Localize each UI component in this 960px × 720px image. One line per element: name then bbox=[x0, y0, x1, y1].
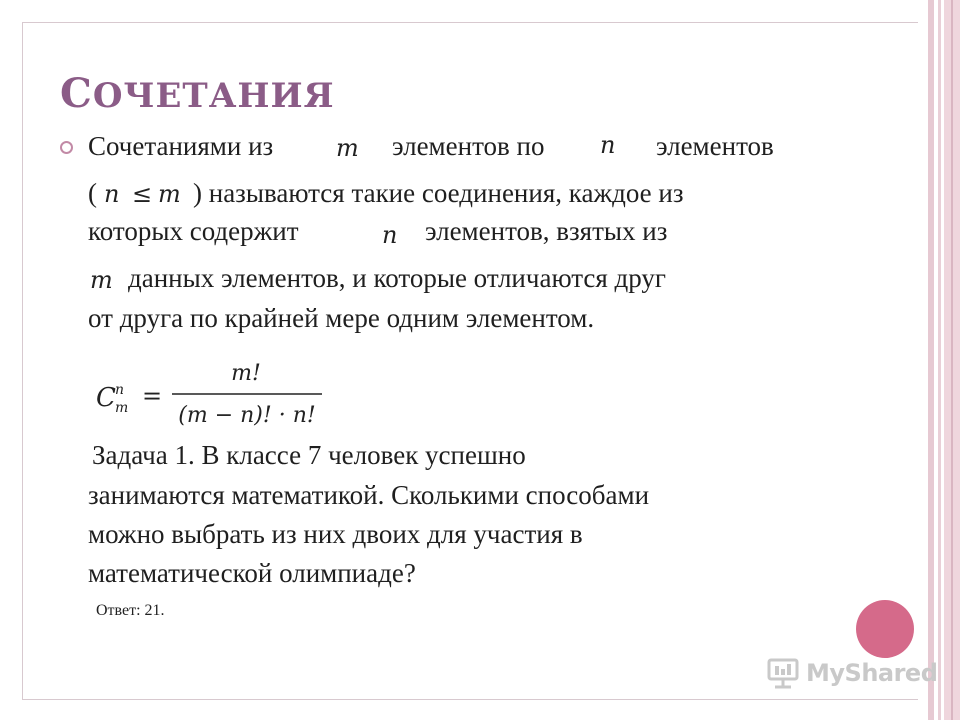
symbol-n: n bbox=[600, 131, 616, 159]
task-line-2: занимаются математикой. Сколькими способами bbox=[88, 480, 650, 510]
decor-circle bbox=[856, 600, 914, 658]
watermark-logo bbox=[766, 656, 937, 690]
symbol-m: m bbox=[90, 266, 113, 294]
combination-formula bbox=[96, 360, 336, 437]
symbol-n: n bbox=[104, 180, 120, 208]
formula-c: C bbox=[96, 383, 116, 413]
task-line-1: Задача 1. В классе 7 человек успешно bbox=[92, 440, 526, 470]
definition-line-5: от друга по крайней мере одним элементом. bbox=[88, 303, 595, 333]
formula-equals: = bbox=[142, 382, 163, 410]
answer-text: Ответ: 21. bbox=[96, 602, 165, 619]
formula-subscript: m bbox=[115, 400, 129, 416]
bullet-icon bbox=[60, 141, 73, 154]
task-line-3: можно выбрать из них двоих для участия в bbox=[88, 519, 583, 549]
decor-stripe bbox=[951, 0, 953, 720]
definition-line-2-open: ( bbox=[88, 178, 97, 208]
presentation-icon bbox=[766, 656, 800, 690]
definition-line-1b: элементов по bbox=[392, 131, 545, 161]
task-line-4: математической олимпиаде? bbox=[88, 558, 416, 588]
symbol-less-equal: ≤ bbox=[132, 180, 153, 208]
decor-stripe bbox=[938, 0, 941, 720]
formula-numerator: m! bbox=[231, 361, 261, 386]
formula-denominator: (m − n)! · n! bbox=[178, 403, 316, 428]
symbol-n: n bbox=[382, 221, 398, 249]
title-rest: ОЧЕТАНИЯ bbox=[92, 76, 335, 116]
formula-svg bbox=[96, 360, 336, 432]
symbol-m: m bbox=[158, 180, 181, 208]
definition-line-2: ) называются такие соединения, каждое из bbox=[193, 178, 684, 208]
formula-superscript: n bbox=[115, 382, 125, 398]
slide-title bbox=[60, 70, 335, 117]
definition-line-1c: элементов bbox=[656, 131, 774, 161]
definition-line-3a: которых содержит bbox=[88, 216, 299, 246]
definition-line-1a: Сочетаниями из bbox=[88, 131, 274, 161]
definition-line-3b: элементов, взятых из bbox=[425, 216, 668, 246]
symbol-m: m bbox=[336, 134, 359, 162]
title-first-letter: С bbox=[60, 70, 93, 117]
definition-line-4: данных элементов, и которые отличаются друг bbox=[128, 263, 666, 293]
watermark-text: MyShared bbox=[806, 659, 938, 687]
decor-stripe bbox=[928, 0, 934, 720]
